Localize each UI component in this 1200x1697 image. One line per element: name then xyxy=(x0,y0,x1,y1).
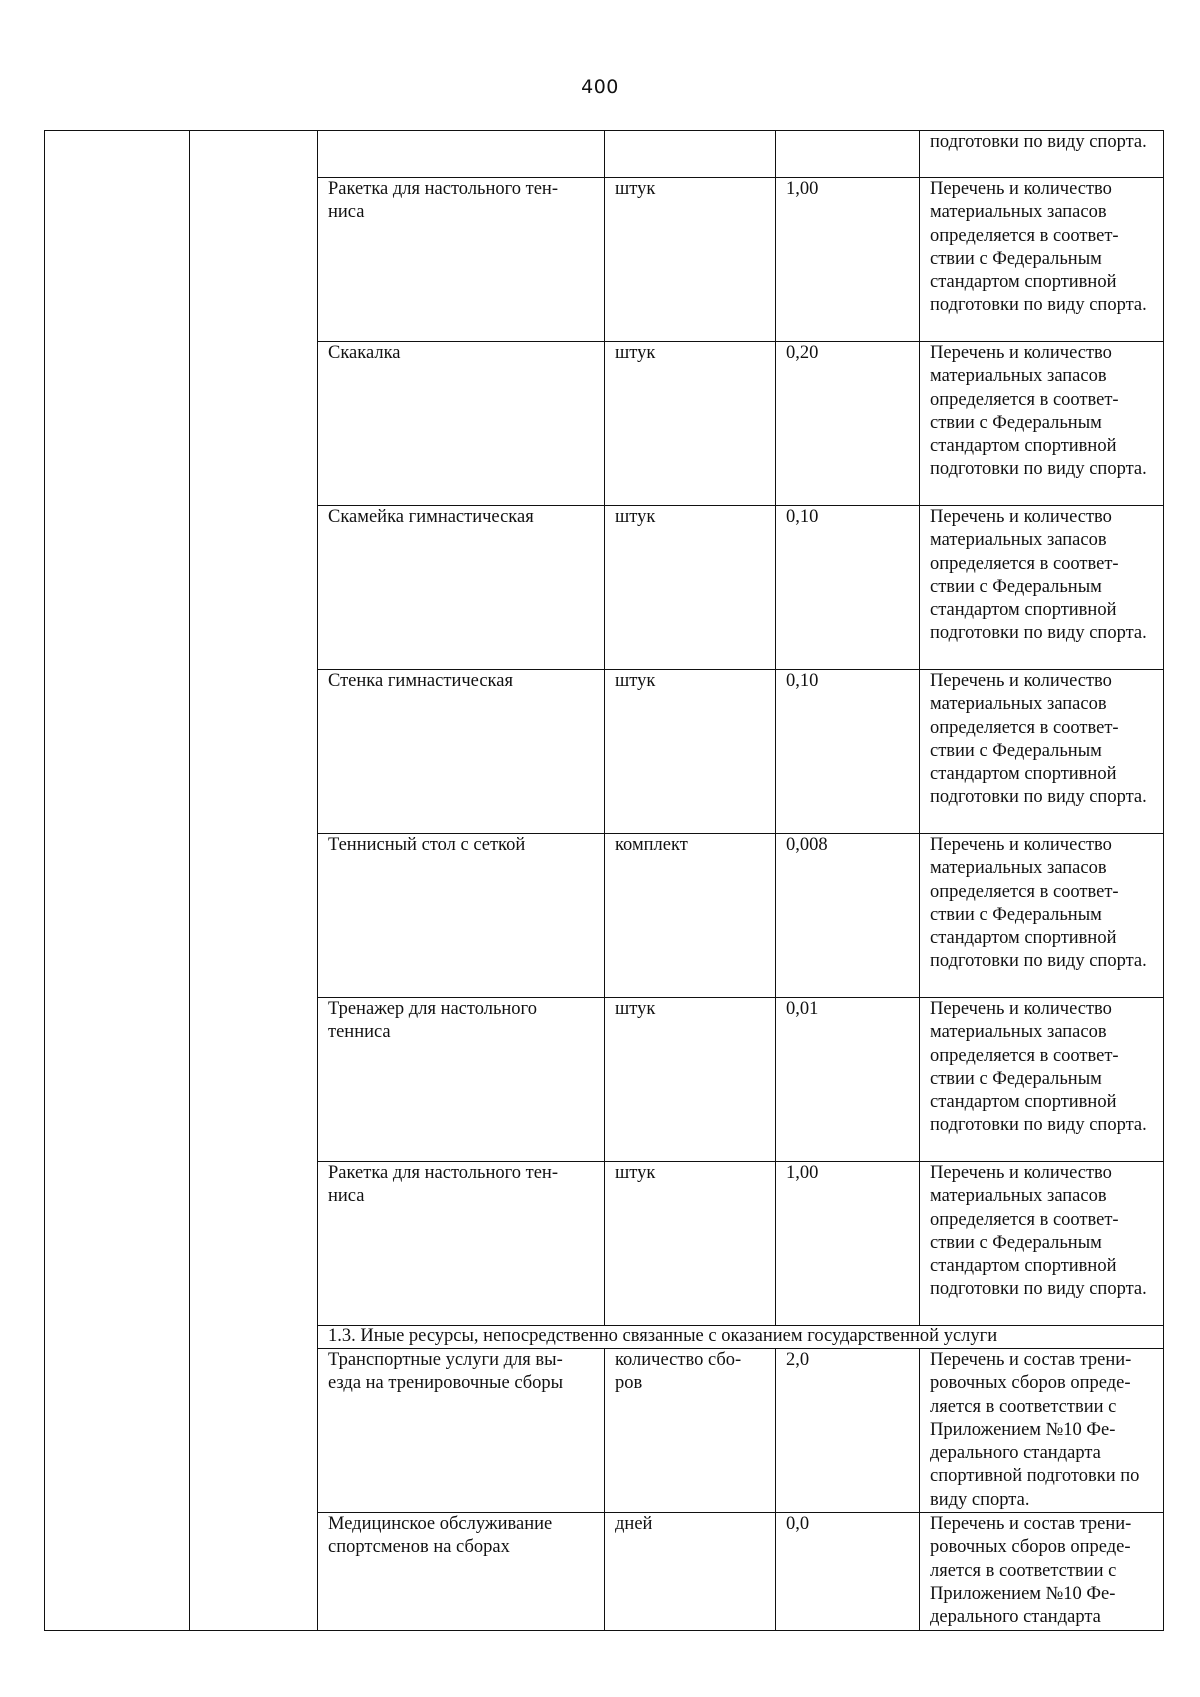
resource-table xyxy=(44,130,1164,1631)
item-name-cell: Стенка гимнастическая xyxy=(318,670,605,834)
item-name-cell: Скамейка гимнастическая xyxy=(318,506,605,670)
service-quantity-cell: 2,0 xyxy=(776,1349,920,1513)
item-note-cell: подготовки по виду спорта. xyxy=(920,131,1164,178)
item-unit-cell: штук xyxy=(605,178,776,342)
section-title: 1.3. Иные ресурсы, непосредственно связанные с оказанием государственной услуги xyxy=(318,1326,1164,1349)
item-name-cell xyxy=(318,131,605,178)
item-name-cell: Ракетка для настольного тен-ниса xyxy=(318,178,605,342)
item-quantity-cell: 1,00 xyxy=(776,178,920,342)
service-note-cell: Перечень и состав трени-ровочных сборов опреде-ляется в соответствии с Приложением №10 Фе-дерального стандарта xyxy=(920,1513,1164,1630)
item-quantity-cell: 0,20 xyxy=(776,342,920,506)
service-unit-cell: дней xyxy=(605,1513,776,1630)
item-quantity-cell: 1,00 xyxy=(776,1162,920,1326)
service-name-cell: Транспортные услуги для вы-езда на тренировочные сборы xyxy=(318,1349,605,1513)
merged-column-2 xyxy=(190,131,318,1631)
item-quantity-cell: 0,008 xyxy=(776,834,920,998)
service-name-cell: Медицинское обслуживание спортсменов на сборах xyxy=(318,1513,605,1630)
item-unit-cell: штук xyxy=(605,1162,776,1326)
service-note-cell: Перечень и состав трени-ровочных сборов опреде-ляется в соответствии с Приложением №10 Фе-дерального стандарта спортивной подготовки по виду спорта. xyxy=(920,1349,1164,1513)
item-note-cell: Перечень и количество материальных запасов определяется в соответ-ствии с Федеральным стандартом спортивной подготовки по виду спорта. xyxy=(920,178,1164,342)
item-note-cell: Перечень и количество материальных запасов определяется в соответ-ствии с Федеральным стандартом спортивной подготовки по виду спорта. xyxy=(920,834,1164,998)
item-unit-cell: штук xyxy=(605,998,776,1162)
merged-column-1 xyxy=(45,131,190,1631)
item-quantity-cell: 0,10 xyxy=(776,670,920,834)
service-unit-cell: количество сбо-ров xyxy=(605,1349,776,1513)
item-unit-cell xyxy=(605,131,776,178)
item-name-cell: Ракетка для настольного тен-ниса xyxy=(318,1162,605,1326)
item-quantity-cell xyxy=(776,131,920,178)
item-unit-cell: штук xyxy=(605,342,776,506)
item-name-cell: Скакалка xyxy=(318,342,605,506)
item-name-cell: Теннисный стол с сеткой xyxy=(318,834,605,998)
item-note-cell: Перечень и количество материальных запасов определяется в соответ-ствии с Федеральным стандартом спортивной подготовки по виду спорта. xyxy=(920,670,1164,834)
item-note-cell: Перечень и количество материальных запасов определяется в соответ-ствии с Федеральным стандартом спортивной подготовки по виду спорта. xyxy=(920,998,1164,1162)
item-name-cell: Тренажер для настольного тенниса xyxy=(318,998,605,1162)
page-number: 400 xyxy=(581,76,619,98)
table-row xyxy=(45,131,1164,178)
item-unit-cell: комплект xyxy=(605,834,776,998)
service-quantity-cell: 0,0 xyxy=(776,1513,920,1630)
item-quantity-cell: 0,01 xyxy=(776,998,920,1162)
item-quantity-cell: 0,10 xyxy=(776,506,920,670)
item-note-cell: Перечень и количество материальных запасов определяется в соответ-ствии с Федеральным стандартом спортивной подготовки по виду спорта. xyxy=(920,342,1164,506)
item-unit-cell: штук xyxy=(605,670,776,834)
item-note-cell: Перечень и количество материальных запасов определяется в соответ-ствии с Федеральным стандартом спортивной подготовки по виду спорта. xyxy=(920,506,1164,670)
item-unit-cell: штук xyxy=(605,506,776,670)
item-note-cell: Перечень и количество материальных запасов определяется в соответ-ствии с Федеральным стандартом спортивной подготовки по виду спорта. xyxy=(920,1162,1164,1326)
